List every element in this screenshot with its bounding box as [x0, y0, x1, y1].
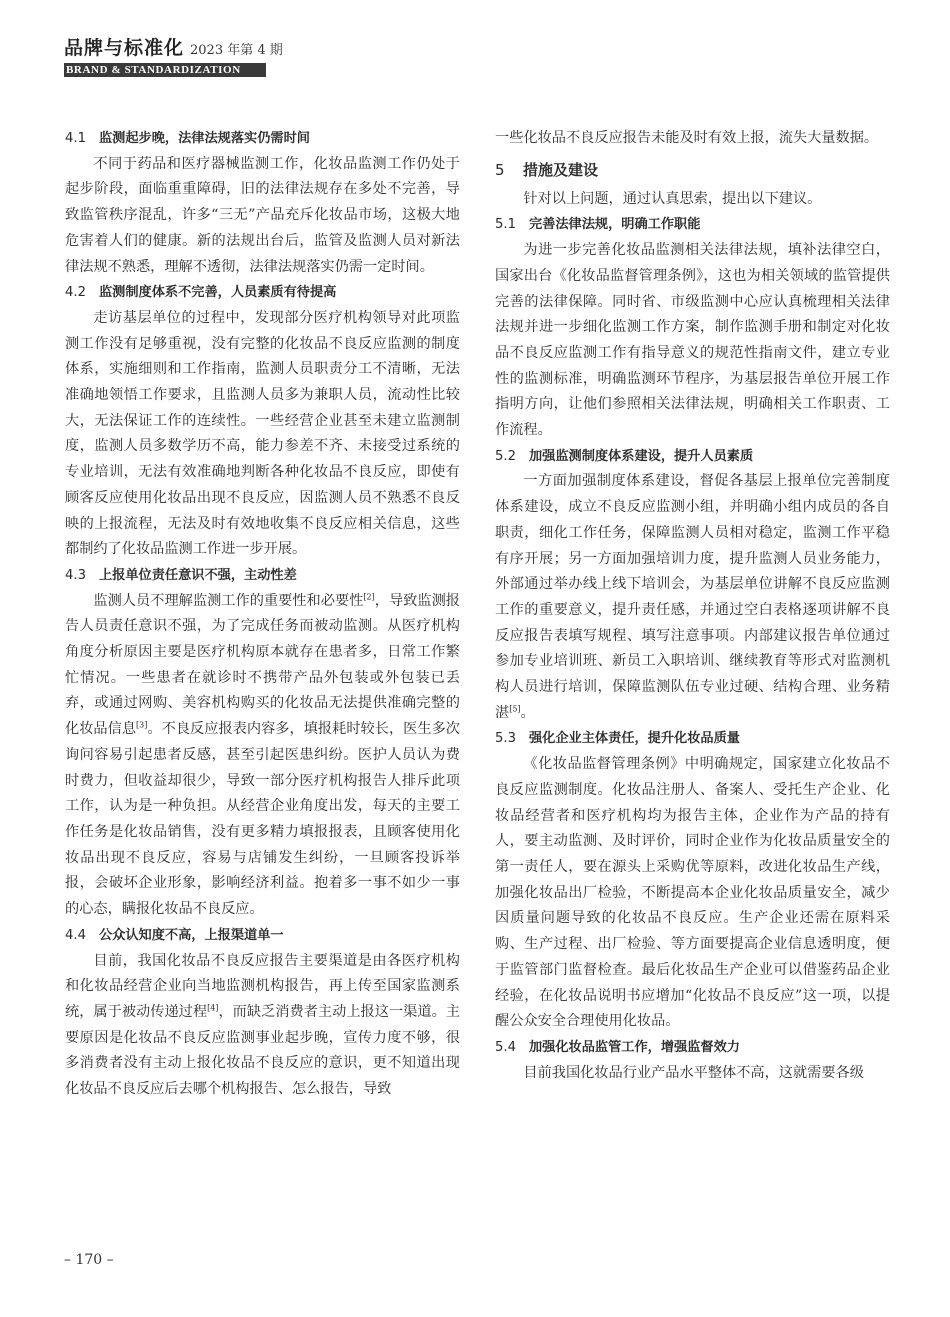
- section-5-heading: [495, 157, 890, 183]
- paragraph-4-1: 不同于药品和医疗器械监测工作，化妆品监测工作仍处于起步阶段，面临重重障碍，旧的法律法规存在多处不完善，导致监管秩序混乱，许多“三无”产品充斥化妆品市场，这极大地危害着人们的健康。新的法规出台后，监管及监测人员对新法律法规不熟悉，理解不透彻，法律法规落实仍需一定时间。: [65, 155, 460, 275]
- citation-ref: [4]: [207, 1003, 219, 1013]
- citation-ref: [3]: [136, 720, 148, 730]
- section-4-2-heading: [65, 280, 460, 306]
- section-title: 加强化妆品监管工作，增强监督效力: [529, 1039, 740, 1055]
- section-number: 5.4: [495, 1039, 516, 1055]
- paragraph-text: ，导致监测报告人员责任意识不强，为了完成任务而被动监测。从医疗机构角度分析原因主要是医疗机构原本就存在患者多，日常工作繁忙情况。一些患者在就诊时不携带产品外包装或外包装已丢弃，或通过网购、美容机构购买的化妆品无法提供准确完整的化妆品信息: [65, 592, 460, 738]
- page-number: – 170 –: [64, 1252, 114, 1268]
- section-5-1-heading: [495, 212, 890, 238]
- section-title: 完善法律法规，明确工作职能: [529, 217, 701, 233]
- journal-header: [64, 33, 283, 77]
- paragraph-4-2: 走访基层单位的过程中，发现部分医疗机构领导对此项监测工作没有足够重视，没有完整的化妆品不良反应监测的制度体系，实施细则和工作指南，监测人员职责分工不清晰，无法准确地领悟工作要求，且监测人员多为兼职人员，流动性比较大，无法保证工作的连续性。一些经营企业甚至未建立监测制度，监测人员多数学历不高，能力参差不齐、未接受过系统的专业培训，无法有效准确地判断各种化妆品不良反应，即使有顾客反应使用化妆品出现不良反应，因监测人员不熟悉不良反映的上报流程，无法及时有效地收集不良反应相关信息，这些都制约了化妆品监测工作进一步开展。: [65, 309, 460, 558]
- section-title: 监测起步晚，法律法规落实仍需时间: [99, 131, 310, 146]
- section-number: 5.3: [495, 731, 516, 747]
- section-5-2-heading: [495, 444, 890, 470]
- section-number: 4.4: [65, 927, 86, 943]
- paragraph-4-3: [65, 589, 460, 923]
- journal-title: 品牌与标准化: [64, 37, 185, 59]
- section-4-4-heading: [65, 923, 460, 949]
- section-number: 4.3: [65, 567, 86, 583]
- paragraph-text: 。不良反应报表内容多，填报耗时较长，医生多次询问容易引起患者反感，甚至引起医患纠纷。医护人员认为费时费力，但收益却很少，导致一部分医疗机构报告人排斥此项工作，认为是一种负担。从经营企业角度出发，每天的主要工作任务是化妆品销售，没有更多精力填报报表，且顾客使用化妆品出现不良反应，容易与店铺发生纠纷，一旦顾客投诉举报，会破坏企业形象，影响经济利益。抱着多一事不如少一事的心态，瞒报化妆品不良反应。: [65, 721, 460, 918]
- issue-label: 2023 年第 4 期: [190, 43, 283, 58]
- section-4-1-heading: [65, 126, 460, 152]
- section-number: 4.1: [65, 131, 86, 146]
- paragraph-text: 一方面加强制度体系建设，督促各基层上报单位完善制度体系建设，成立不良反应监测小组，并明确小组内成员的各自职责，细化工作任务，保障监测人员相对稳定，监测工作平稳有序开展；另一方面加强培训力度，提升监测人员业务能力，外部通过举办线上线下培训会，为基层单位讲解不良反应监测工作的重要意义，提升责任感，并通过空白表格逐项讲解不良反应报告表填写规程、填写注意事项。内部建议报告单位通过参加专业培训班、新员工入职培训、继续教育等形式对监测机构人员进行培训，保障监测队伍专业过硬、结构合理、业务精湛: [495, 473, 890, 721]
- section-number: 4.2: [65, 285, 86, 301]
- paragraph-5-3: 《化妆品监督管理条例》中明确规定，国家建立化妆品不良反应监测制度。化妆品注册人、备案人、受托生产企业、化妆品经营者和医疗机构均为报告主体，企业作为产品的持有人，要主动监测、及时评价，同时企业作为化妆品质量安全的第一责任人，要在源头上采购优等原料，改进化妆品生产线，加强化妆品出厂检验，不断提高本企业化妆品质量安全，减少因质量问题导致的化妆品不良反应。生产企业还需在原料采购、生产过程、出厂检验、等方面要提高企业信息透明度，便于监管部门监督检查。最后化妆品生产企业可以借鉴药品企业经验，在化妆品说明书应增加“化妆品不良反应”这一项，以提醒公众安全合理使用化妆品。: [495, 756, 890, 1030]
- section-number: 5: [495, 160, 505, 179]
- paragraph-5: 针对以上问题，通过认真思索，提出以下建议。: [523, 190, 822, 207]
- paragraph-text: ，而缺乏消费者主动上报这一渠道。主要原因是化妆品不良反应监测事业起步晚，宣传力度不够，很多消费者没有主动上报化妆品不良反应的意识，更不知道出现化妆品不良反应后去哪个机构报告、怎么报告，导致: [65, 1003, 460, 1098]
- paragraph-4-4: [65, 949, 460, 1103]
- right-column: [495, 126, 890, 1086]
- citation-ref: [2]: [363, 591, 375, 601]
- section-number: 5.1: [495, 217, 516, 233]
- paragraph-text: 目前，我国化妆品不良反应报告主要渠道是由各医疗机构和化妆品经营企业向当地监测机构报告，再上传至国家监测系统，属于被动传递过程: [65, 952, 460, 1020]
- left-column: [65, 126, 460, 1103]
- paragraph-4-4-continued: 一些化妆品不良反应报告未能及时有效上报，流失大量数据。: [495, 130, 879, 146]
- section-title: 措施及建设: [523, 160, 599, 179]
- section-number: 5.2: [495, 448, 516, 464]
- section-title: 公众认知度不高，上报渠道单一: [99, 927, 284, 943]
- section-4-3-heading: [65, 563, 460, 589]
- section-title: 强化企业主体责任，提升化妆品质量: [529, 731, 740, 747]
- paragraph-5-4: 目前我国化妆品行业产品水平整体不高，这就需要各级: [523, 1064, 864, 1081]
- paragraph-5-1: 为进一步完善化妆品监测相关法律法规，填补法律空白，国家出台《化妆品监督管理条例》，这也为相关领域的监管提供完善的法律保障。同时省、市级监测中心应认真梳理相关法律法规并进一步细化监测工作方案，制作监测手册和制定对化妆品不良反应监测工作有指导意义的规范性指南文件，建立专业性的监测标准，明确监测环节程序，为基层报告单位开展工作指明方向，让他们参照相关法律法规，明确相关工作职责、工作流程。: [495, 242, 890, 439]
- paragraph-text: 。: [520, 704, 535, 721]
- section-5-3-heading: [495, 726, 890, 752]
- section-title: 加强监测制度体系建设，提升人员素质: [529, 448, 754, 464]
- section-title: 上报单位责任意识不强，主动性差: [99, 567, 297, 583]
- journal-english-title: BRAND & STANDARDIZATION: [64, 63, 266, 77]
- section-5-4-heading: [495, 1035, 890, 1061]
- citation-ref: [5]: [509, 704, 521, 714]
- paragraph-5-2: [495, 469, 890, 726]
- section-title: 监测制度体系不完善，人员素质有待提高: [99, 285, 337, 301]
- paragraph-text: 监测人员不理解监测工作的重要性和必要性: [93, 592, 364, 609]
